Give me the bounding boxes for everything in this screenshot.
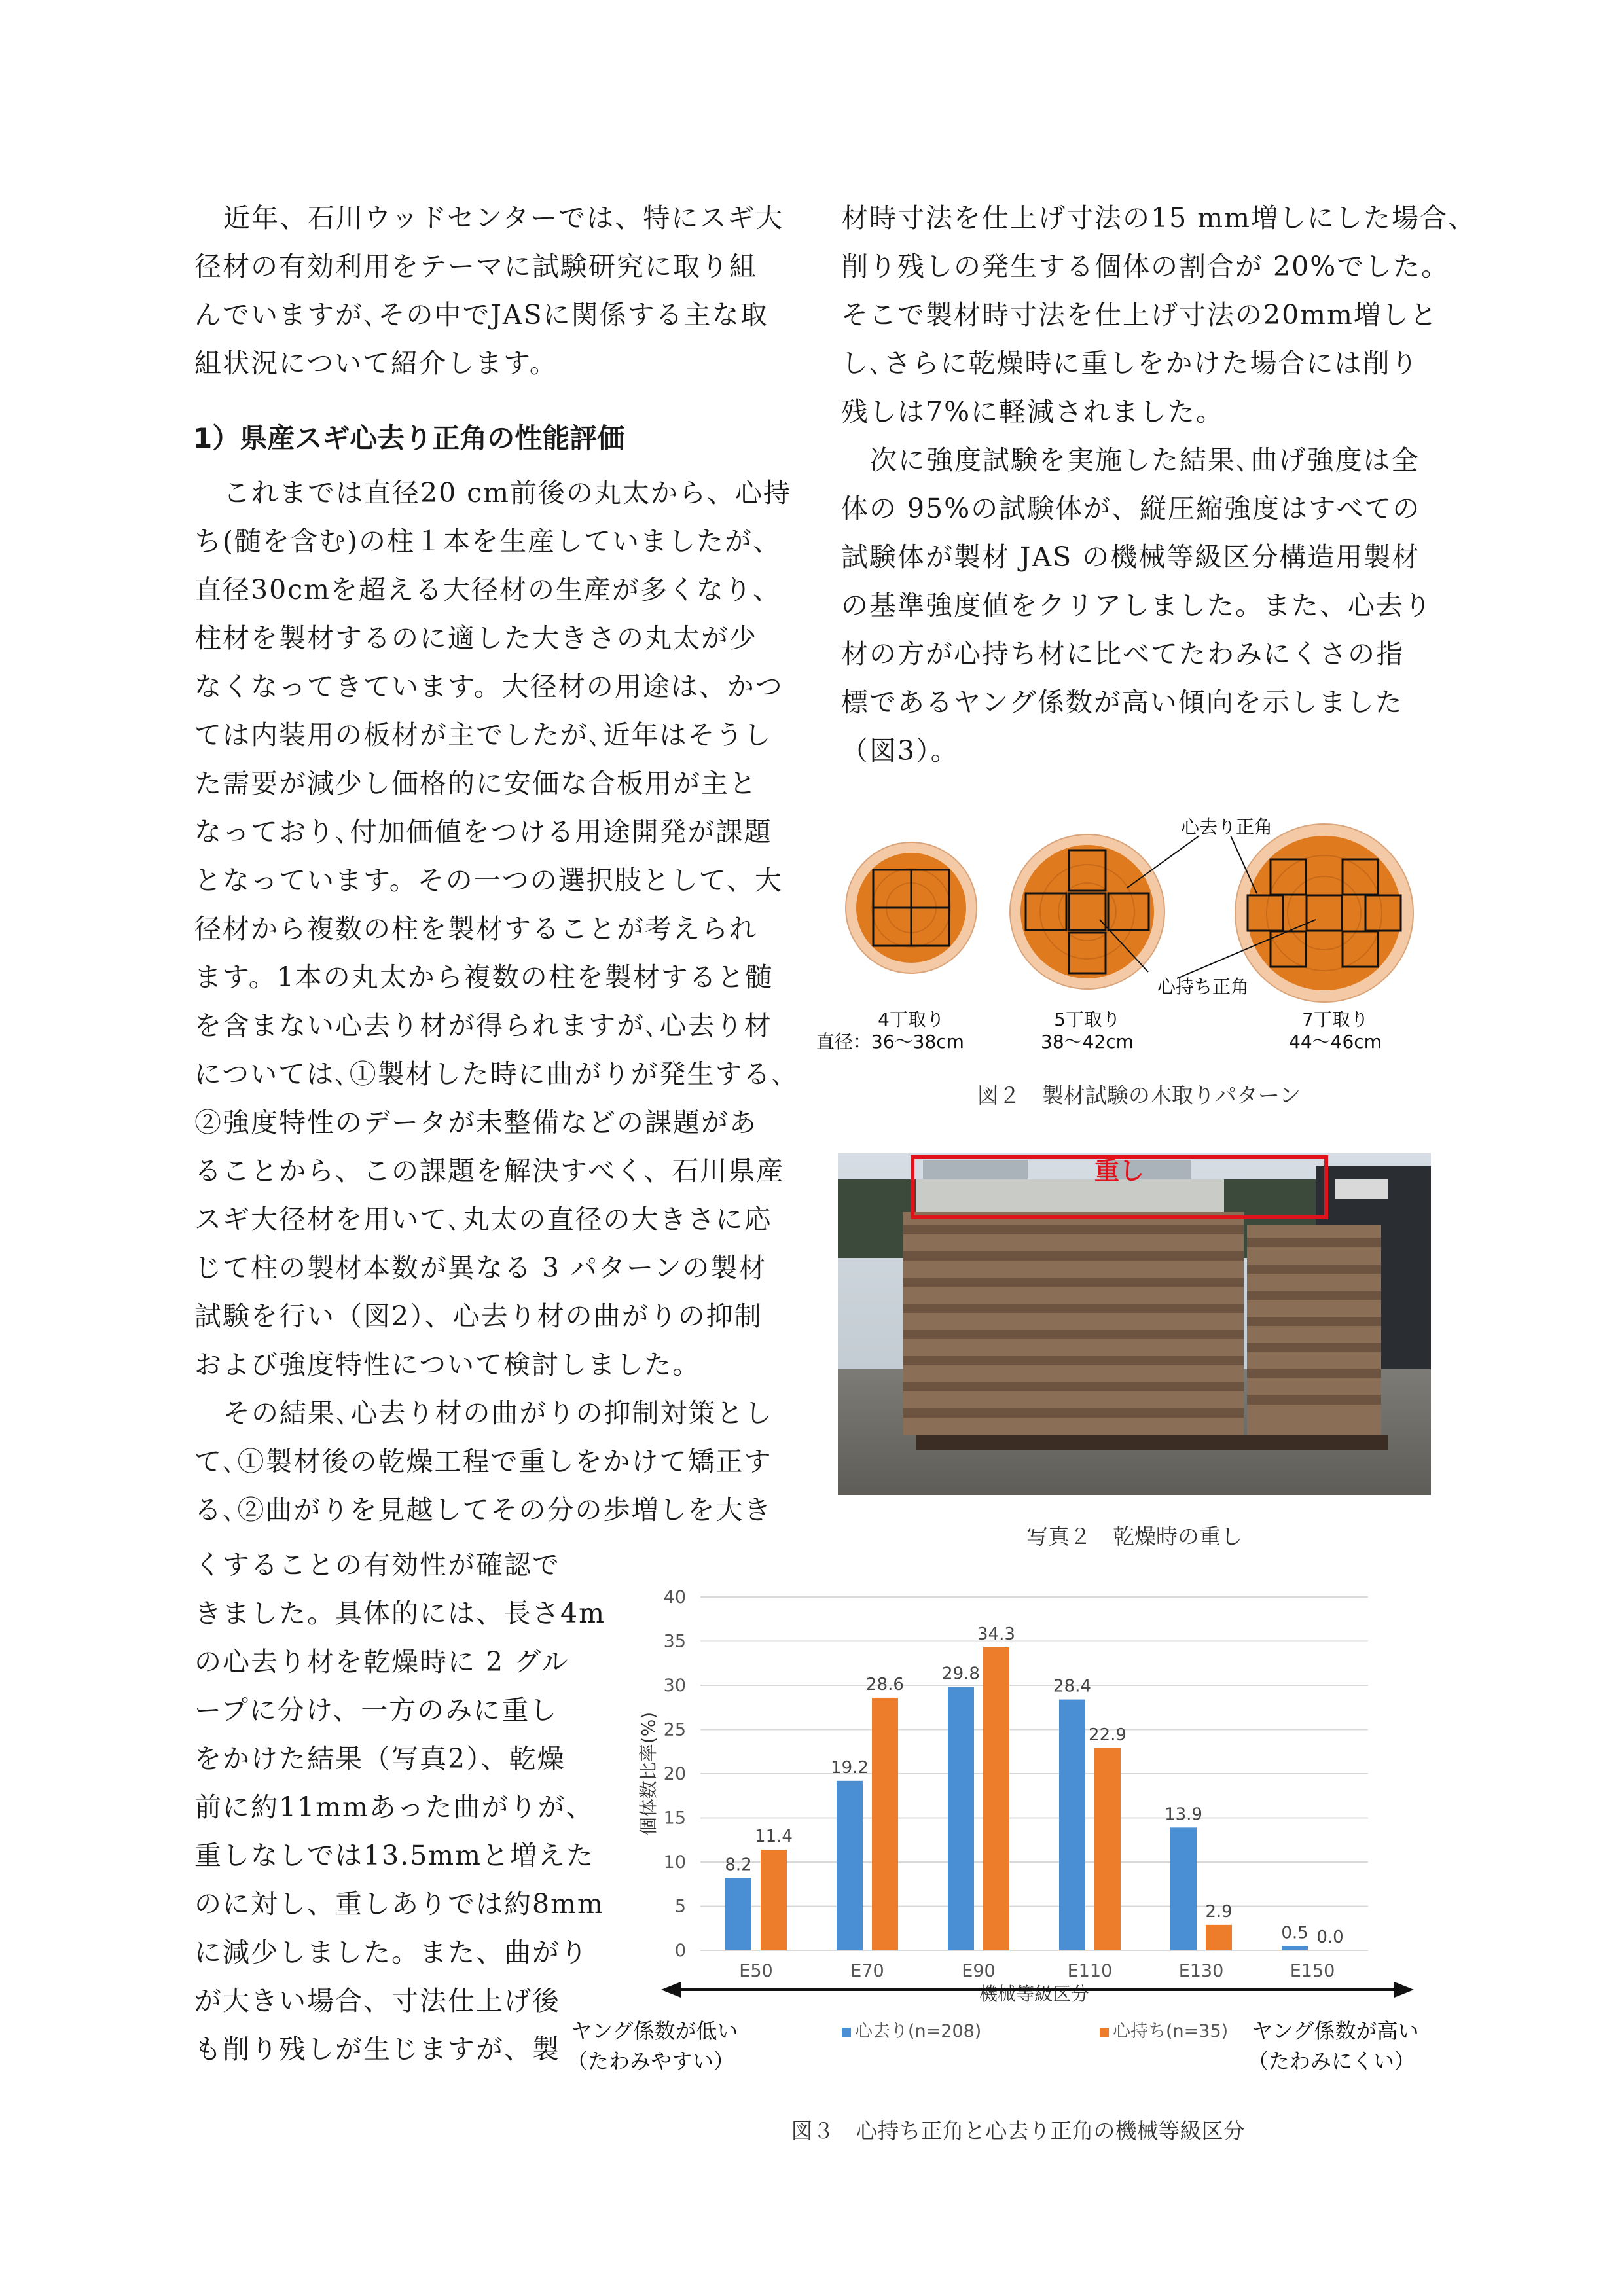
lumber-stack-illustration: [838, 1153, 1431, 1495]
body-line: 試験を行い（図2）、心去り材の曲がりの抑制: [194, 1300, 763, 1332]
bar: [761, 1850, 787, 1950]
lumber-stack-left: [903, 1212, 1244, 1435]
body-line: のに対し、重しありでは約8mm: [194, 1888, 604, 1920]
sawing-pattern-diagram: [816, 815, 1440, 1064]
y-tick-label: 40: [663, 1587, 686, 1607]
body-line: ②強度特性のデータが未整備などの課題があ: [194, 1107, 757, 1138]
x-tick-label: E110: [1067, 1961, 1113, 1981]
intro-line: 近年、石川ウッドセンターでは、特にスギ大: [223, 202, 784, 234]
body-line: これまでは直径20 cm前後の丸太から、心持: [223, 477, 792, 509]
body-line: 削り残しの発生する個体の割合が 20%でした。: [841, 251, 1450, 282]
body-line: の基準強度値をクリアしました。また、心去り: [841, 590, 1432, 621]
y-tick-label: 5: [674, 1896, 686, 1917]
bar: [983, 1647, 1009, 1950]
x-tick-label: E150: [1290, 1961, 1335, 1981]
bar-value-label: 19.2: [831, 1757, 869, 1778]
label-core-free: 心去り正角: [1181, 816, 1273, 838]
body-line: ることから、この課題を解決すべく、石川県産: [194, 1155, 785, 1187]
y-tick-label: 25: [663, 1719, 686, 1740]
body-line: その結果､心去り材の曲がりの抑制対策とし: [223, 1397, 773, 1429]
drying-weight-photo: [838, 1153, 1431, 1495]
arrow-right-annotation: ヤング係数が高い: [1252, 2018, 1419, 2043]
body-line: なくなってきています。大径材の用途は、かつ: [194, 671, 784, 702]
bar-value-label: 28.6: [866, 1674, 904, 1695]
bar-value-label: 34.3: [977, 1624, 1015, 1644]
body-line: 前に約11mmあった曲がりが、: [194, 1791, 594, 1823]
body-line: 径材から複数の柱を製材することが考えられ: [194, 913, 757, 944]
bar-value-label: 8.2: [725, 1855, 752, 1875]
body-line: を含まない心去り材が得られますが､心去り材: [194, 1010, 772, 1041]
body-line: 材の方が心持ち材に比べてたわみにくさの指: [841, 638, 1404, 670]
body-line: をかけた結果（写真2）、乾燥: [194, 1743, 566, 1774]
body-line: きました。具体的には、長さ4m: [194, 1598, 605, 1629]
body-line: （図3）。: [841, 735, 959, 766]
bar: [948, 1687, 974, 1950]
photo2-caption: 写真２ 乾燥時の重し: [1026, 1524, 1242, 1549]
pattern-7-pieces: [1235, 824, 1413, 1002]
body-line: 材時寸法を仕上げ寸法の15 mm増しにした場合、: [841, 202, 1476, 234]
x-tick-label: E90: [962, 1961, 996, 1981]
legend-swatch: [1100, 2028, 1109, 2037]
body-line: くすることの有効性が確認で: [194, 1549, 560, 1581]
bar-value-label: 29.8: [942, 1664, 980, 1684]
left-column-narrow: [194, 1541, 605, 2073]
x-tick-label: E50: [739, 1961, 773, 1981]
bar-value-label: 22.9: [1089, 1725, 1127, 1745]
body-line: 重しなしでは13.5mmと増えた: [194, 1840, 595, 1871]
concrete-weight: [916, 1179, 1224, 1212]
bar: [1282, 1946, 1308, 1950]
bar-value-label: 11.4: [755, 1827, 793, 1847]
legend-label: 心持ち(n=35): [1113, 2021, 1229, 2041]
body-line: なっており､付加価値をつける用途開発が課題: [194, 816, 772, 848]
y-axis-label: 個体数比率(%): [638, 1712, 659, 1836]
bar-value-label: 0.0: [1316, 1928, 1344, 1947]
y-tick-label: 35: [663, 1631, 686, 1652]
weight-label: 重し: [1094, 1157, 1145, 1185]
pattern-5-pieces: [1010, 834, 1164, 989]
bar: [1170, 1827, 1197, 1950]
section-heading: 1）県産スギ心去り正角の性能評価: [193, 422, 625, 454]
intro-line: 径材の有効利用をテーマに試験研究に取り組: [194, 251, 757, 282]
body-line: 体の 95%の試験体が、縦圧縮強度はすべての: [841, 493, 1421, 524]
pattern-name: 4丁取り: [878, 1009, 945, 1030]
grade-distribution-chart: [566, 1571, 1453, 2114]
steel-base: [916, 1435, 1388, 1450]
body-line: および強度特性について検討しました。: [194, 1349, 701, 1380]
intro-line: 組状況について紹介します。: [194, 348, 558, 379]
arrow-left-annotation: （たわみやすい）: [566, 2049, 735, 2073]
bar-value-label: 0.5: [1281, 1923, 1308, 1943]
bar-value-label: 13.9: [1164, 1804, 1202, 1825]
bar: [872, 1698, 898, 1950]
bar: [1059, 1700, 1085, 1950]
body-line: の心去り材を乾燥時に 2 グル: [194, 1646, 569, 1677]
pattern-name: 5丁取り: [1054, 1009, 1121, 1030]
body-line: そこで製材時寸法を仕上げ寸法の20mm増しと: [841, 299, 1438, 331]
pattern-diameter: 44～46cm: [1289, 1031, 1382, 1052]
bar: [725, 1878, 751, 1950]
body-line: て､①製材後の乾燥工程で重しをかけて矯正す: [194, 1446, 772, 1477]
body-line: については､①製材した時に曲がりが発生する､: [194, 1058, 787, 1090]
y-tick-label: 15: [663, 1808, 686, 1829]
body-line: となっています。その一つの選択肢として、大: [194, 865, 783, 896]
body-line: る､②曲がりを見越してその分の歩増しを大き: [194, 1494, 772, 1526]
bar: [1094, 1748, 1121, 1950]
body-line: 次に強度試験を実施した結果､曲げ強度は全: [870, 444, 1420, 476]
pattern-diameter: 38～42cm: [1041, 1031, 1134, 1052]
body-line: 直径30cmを超える大径材の生産が多くなり、: [194, 574, 782, 605]
legend-swatch: [842, 2028, 851, 2037]
pattern-name: 7丁取り: [1302, 1009, 1369, 1030]
intro-line: んでいますが､その中でJASに関係する主な取: [194, 299, 768, 331]
left-column-body: [194, 469, 791, 1534]
body-line: スギ大径材を用いて､丸太の直径の大きさに応: [194, 1204, 772, 1235]
x-tick-label: E130: [1178, 1961, 1224, 1981]
legend-label: 心去り(n=208): [855, 2021, 982, 2041]
bar: [1206, 1925, 1232, 1950]
body-line: が大きい場合、寸法仕上げ後: [194, 1985, 560, 2017]
body-line: ては内装用の板材が主でしたが､近年はそうし: [194, 719, 772, 751]
arrow-left-annotation: ヤング係数が低い: [571, 2018, 738, 2043]
body-line: に減少しました。また、曲がり: [194, 1937, 588, 1968]
pattern-4-pieces: [846, 842, 977, 973]
lumber-stack-right: [1247, 1225, 1381, 1435]
body-line: し､さらに乾燥時に重しをかけた場合には削り: [841, 348, 1419, 379]
right-column-body: [841, 194, 1476, 775]
body-line: 柱材を製材するのに適した大きさの丸太が少: [194, 622, 757, 654]
figure3-caption: 図３ 心持ち正角と心去り正角の機械等級区分: [791, 2118, 1245, 2144]
y-tick-label: 20: [663, 1764, 686, 1784]
body-line: ます。1本の丸太から複数の柱を製材すると髄: [194, 961, 774, 993]
arrow-right-icon: [1394, 1982, 1414, 1998]
x-tick-label: E70: [850, 1961, 884, 1981]
y-tick-label: 0: [674, 1941, 686, 1961]
y-tick-label: 10: [663, 1852, 686, 1873]
bar: [837, 1781, 863, 1950]
y-tick-label: 30: [663, 1676, 686, 1696]
body-line: 標であるヤング係数が高い傾向を示しました: [841, 687, 1403, 718]
body-line: ち(髄を含む)の柱１本を生産していましたが、: [194, 526, 781, 557]
intro-paragraph: [194, 194, 784, 387]
bar-value-label: 28.4: [1053, 1676, 1091, 1696]
arrow-left-icon: [661, 1982, 681, 1998]
body-line: も削り残しが生じますが、製: [194, 2034, 560, 2065]
body-line: た需要が減少し価格的に安価な合板用が主と: [194, 768, 757, 799]
bar-value-label: 2.9: [1205, 1901, 1233, 1922]
arrow-right-annotation: （たわみにくい）: [1247, 2049, 1416, 2073]
label-core: 心持ち正角: [1157, 976, 1250, 997]
x-axis-label: 機械等級区分: [979, 1983, 1090, 2005]
body-line: じて柱の製材本数が異なる 3 パターンの製材: [194, 1252, 767, 1283]
body-line: 試験体が製材 JAS の機械等級区分構造用製材: [841, 541, 1420, 573]
figure2-caption: 図２ 製材試験の木取りパターン: [977, 1083, 1301, 1108]
body-line: ープに分け、一方のみに重し: [194, 1695, 558, 1726]
pattern-diameter: 直径：36～38cm: [816, 1031, 964, 1052]
body-line: 残しは7%に軽減されました。: [841, 396, 1225, 427]
